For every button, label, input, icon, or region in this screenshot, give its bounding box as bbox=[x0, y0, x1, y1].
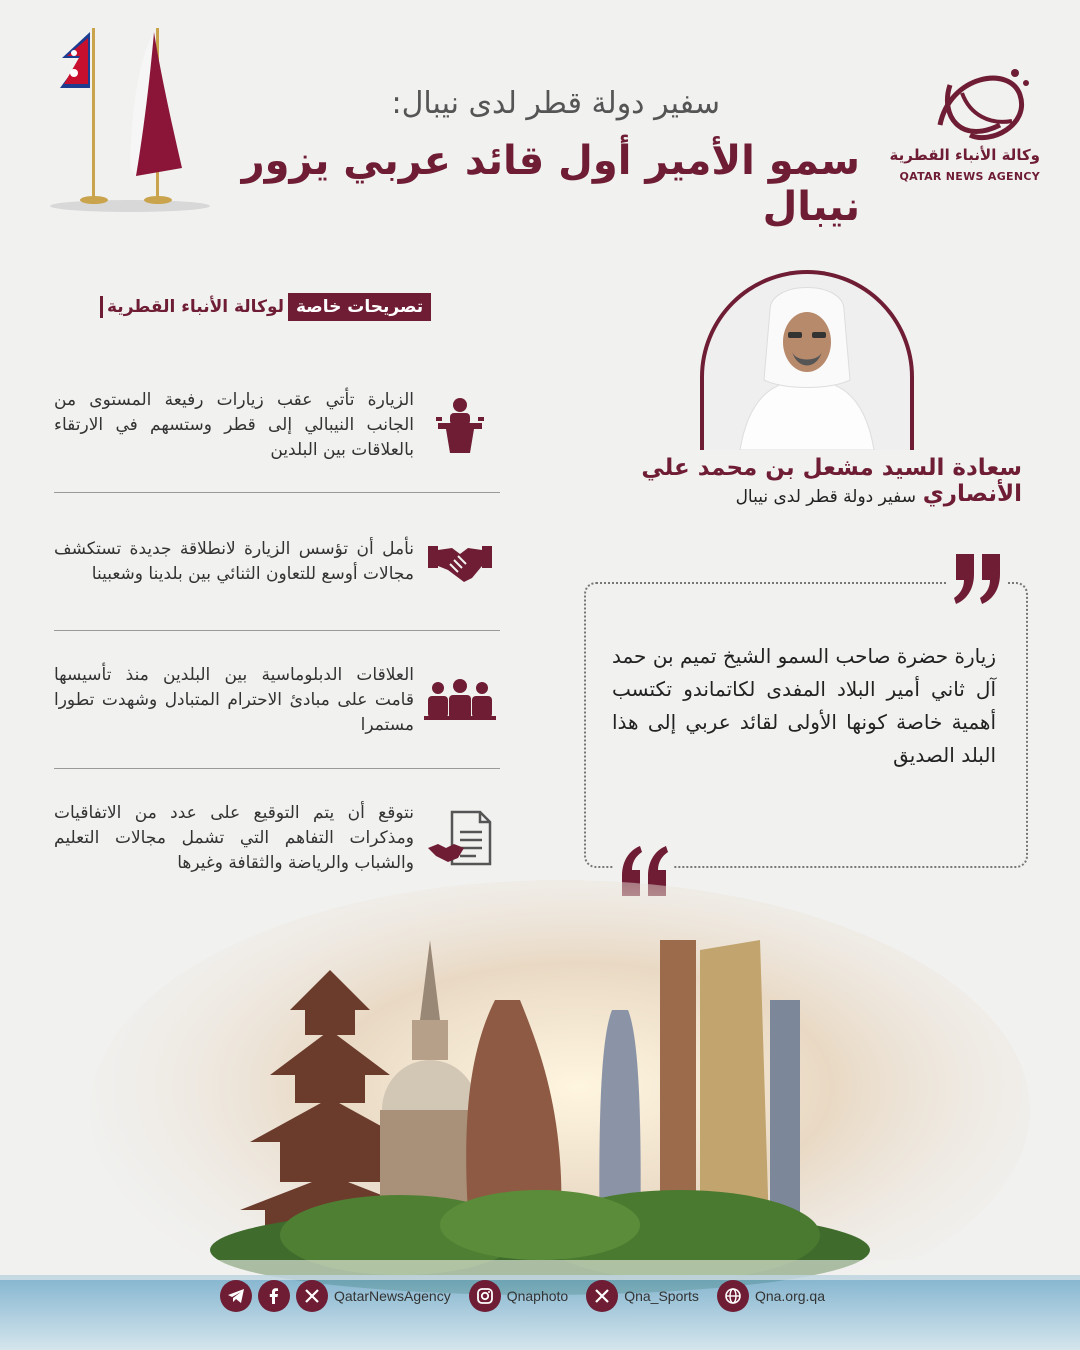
social-footer bbox=[220, 1278, 880, 1314]
x-icon[interactable] bbox=[296, 1280, 328, 1312]
telegram-icon[interactable] bbox=[220, 1280, 252, 1312]
handshake-icon bbox=[420, 522, 500, 602]
x-icon[interactable] bbox=[586, 1280, 618, 1312]
list-item-text: الزيارة تأتي عقب زيارات رفيعة المستوى من الجانب النيبالي إلى قطر وستسهم في الارتقاء بالعلاقات بين البلدين bbox=[54, 389, 414, 460]
instagram-icon[interactable] bbox=[469, 1280, 501, 1312]
list-item bbox=[54, 522, 500, 602]
list-item-text: نتوقع أن يتم التوقيع على عدد من الاتفاقيات ومذكرات التفاهم التي تشمل مجالات التعليم والشباب والرياضة والثقافة وغيرها bbox=[54, 802, 414, 873]
divider bbox=[54, 630, 500, 631]
quote-mark-icon bbox=[948, 550, 1008, 608]
logo-english-text: QATAR NEWS AGENCY bbox=[899, 170, 1040, 183]
social-handle[interactable]: Qna.org.qa bbox=[754, 1288, 825, 1304]
section-tag-rest: لوكالة الأنباء القطرية bbox=[107, 297, 284, 317]
list-item bbox=[54, 385, 500, 465]
section-tag bbox=[100, 293, 431, 321]
flags-illustration bbox=[40, 18, 210, 218]
ambassador-name: سعادة السيد مشعل بن محمد علي الأنصاري bbox=[641, 455, 1022, 507]
list-item bbox=[54, 798, 500, 878]
list-item-text: العلاقات الدبلوماسية بين البلدين منذ تأسيسها قامت على مبادئ الاحترام المتبادل وشهدت تطورا مستمرا bbox=[54, 664, 414, 735]
ambassador-portrait bbox=[700, 270, 914, 450]
headline-title: سمو الأمير أول قائد عربي يزور نيبال bbox=[241, 138, 860, 230]
facebook-icon[interactable] bbox=[258, 1280, 290, 1312]
agreement-document-icon bbox=[420, 798, 500, 878]
logo-arabic-text: وكالة الأنباء القطرية bbox=[889, 146, 1040, 164]
social-handle[interactable]: Qnaphoto bbox=[506, 1288, 569, 1304]
section-tag-bar bbox=[100, 296, 103, 318]
divider bbox=[54, 492, 500, 493]
list-item bbox=[54, 660, 500, 740]
section-tag-highlight: تصريحات خاصة bbox=[288, 293, 431, 321]
group-meeting-icon bbox=[420, 660, 500, 740]
quote-text: زيارة حضرة صاحب السمو الشيخ تميم بن حمد آل ثاني أمير البلاد المفدى لكاتماندو تكتسب أهمية خاصة كونها الأولى لقائد عربي إلى هذا البلد الصديق bbox=[612, 644, 996, 767]
divider bbox=[54, 768, 500, 769]
social-handle[interactable]: QatarNewsAgency bbox=[334, 1288, 451, 1304]
list-item-text: نأمل أن تؤسس الزيارة لانطلاقة جديدة تستكشف مجالات أوسع للتعاون الثنائي بين بلدينا وشعبينا bbox=[54, 539, 414, 584]
headline-subtitle: سفير دولة قطر لدى نيبال: bbox=[391, 86, 720, 121]
social-handle[interactable]: Qna_Sports bbox=[624, 1288, 699, 1304]
globe-icon[interactable] bbox=[717, 1280, 749, 1312]
ambassador-title: سفير دولة قطر لدى نيبال bbox=[735, 487, 916, 507]
speaker-podium-icon bbox=[420, 385, 500, 465]
